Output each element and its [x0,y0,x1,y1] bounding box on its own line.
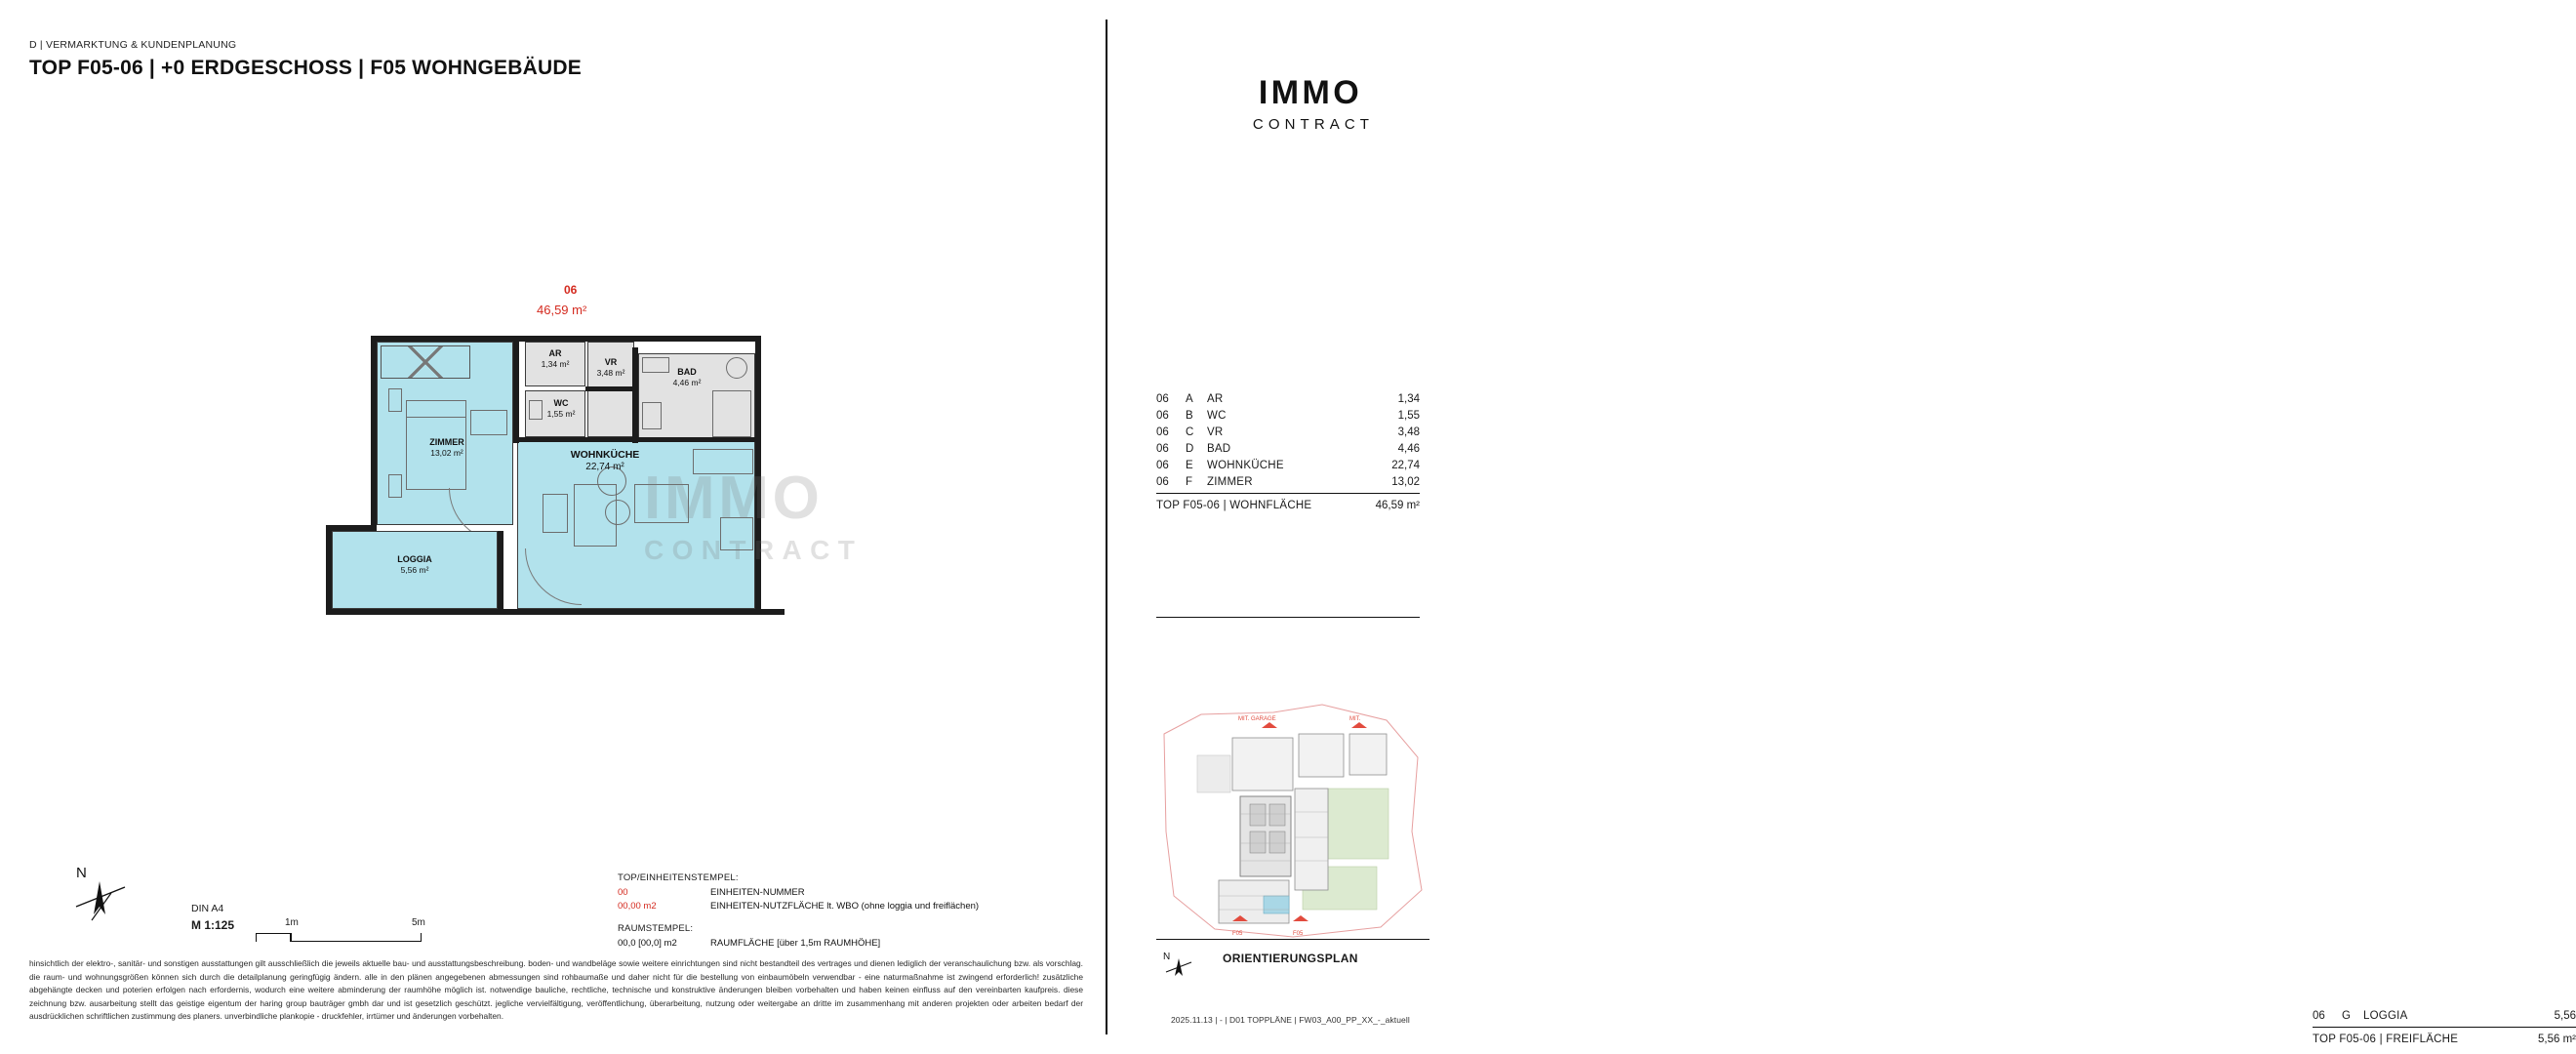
room-name-zimmer: ZIMMER [429,437,464,447]
row-letter: C [1186,426,1194,438]
unit-number: 06 [564,283,578,297]
row-value: 4,46 [1397,442,1420,455]
room-area-vr: 3,48 m² [596,368,625,379]
room-label-zimmer [408,437,486,459]
row-name: WOHNKÜCHE [1207,459,1284,471]
footer-code: 2025.11.13 | - | D01 TOPPLÄNE | FW03_A00_PP_XX_-_aktuell [1171,1015,1410,1025]
row-letter: E [1186,459,1193,471]
row-name: WC [1207,409,1227,422]
room-label-wohnkueche [550,449,660,474]
zimmer-table [470,410,507,435]
row-letter: A [1186,392,1193,405]
row-value: 3,48 [1397,426,1420,438]
row-name: VR [1207,426,1224,438]
svg-text:MIT.: MIT. [1349,716,1361,722]
total-label: TOP F05-06 | WOHNFLÄCHE [1156,500,1312,511]
disclaimer-text: hinsichtlich der elektro-, sanitär- und sonstigen ausstattungen gilt ausschließlich die jeweils aktuelle bau- und ausstattungsbeschreibung. boden- und wandbeläge sowie weitere einrichtungen sind nicht bestandteil des vertrages und dienen lediglich der veranschaulichung bzw. als vorschlag. die raum- und wohnungsgrößen können sich durch die detailplanung geringfügig ändern. alle in den plänen angegebenen abmessungen sind rohbaumaße und daher nicht für die bestellung von einbaumöbeln verwendbar - eine naturmaßnahme ist zwingend erforderlich! zusätzliche abgehängte decken und poterien erfolgen nach erfordernis, wodurch eine weitere abminderung der raumhöhe möglich ist. notwendige bauliche, rechtliche, technische und konstruktive änderungen bleiben vorbehalten und haben keinen einfluss auf den vereinbarten kaufpreis. diese zeichnung bzw. ausarbeitung stellt das geistige eigentum der haring group bauträger gmbh dar und ist gesetzlich geschützt. jegliche vervielfältigung, veröffentlichung, überarbeitung, nutzung oder weitergabe an dritte im zusammenhang mit anderen projekten oder arbeiten bedarf der ausdrücklichen schriftlichen zustimmung des planers. unverbindliche plankopie - druckfehler, irrtümer und änderungen vorbehalten. [29,958,1083,1022]
room-name-vr: VR [604,357,618,367]
legend-heading-top: TOP/EINHEITENSTEMPEL: [618,872,739,883]
total-value: 46,59 m² [1375,500,1420,511]
room-name-wc: WC [553,398,569,408]
svg-text:F05: F05 [1293,931,1304,937]
orientation-plan [1156,695,1429,944]
wall-internal-4 [517,437,757,442]
row-no: 06 [1156,409,1169,422]
legend-row [618,886,979,901]
room-label-loggia [373,554,457,576]
orientation-north-arrow [1161,949,1200,982]
free-table-total [2313,1027,2576,1045]
svg-text:MIT. GARAGE: MIT. GARAGE [1238,716,1276,722]
row-value: 1,55 [1397,409,1420,422]
room-label-vr [586,357,635,379]
row-no: 06 [1156,426,1169,438]
room-name-wohnkueche: WOHNKÜCHE [570,449,640,461]
room-name-ar: AR [548,348,562,358]
row-no: 06 [2313,1009,2325,1022]
bad-shower [712,390,751,437]
room-label-wc [537,398,585,420]
row-name: BAD [1207,442,1231,455]
watermark-line1: IMMO [644,465,824,532]
row-value: 5,56 [2554,1009,2576,1022]
scale-ratio: M 1:125 [191,918,235,932]
zimmer-hatch [381,345,470,379]
legend-value: EINHEITEN-NUTZFLÄCHE lt. WBO (ohne loggia und freiflächen) [710,901,980,912]
zimmer-furniture-1 [388,388,402,412]
room-name-bad: BAD [677,367,697,377]
page-title: TOP F05-06 | +0 ERDGESCHOSS | F05 WOHNGEBÄUDE [29,57,582,79]
svg-text:N: N [1163,952,1171,962]
legend [618,872,979,952]
table-row [2313,1007,2576,1024]
legend-key: 00 [618,886,628,898]
table-row [1156,440,1420,457]
unit-area: 46,59 m² [537,303,587,317]
header-eyebrow: D | VERMARKTUNG & KUNDENPLANUNG [29,39,237,51]
legend-value: RAUMFLÄCHE [über 1,5m RAUMHÖHE] [710,937,881,949]
row-letter: F [1186,475,1193,488]
table-row [1156,457,1420,473]
paper-size: DIN A4 [191,903,224,914]
wall-bottom [326,609,785,615]
row-value: 13,02 [1391,475,1420,488]
orientation-rule [1156,939,1429,940]
legend-row [618,900,979,914]
legend-value: EINHEITEN-NUMMER [710,886,805,898]
floor-plan [312,283,820,629]
room-label-bad [660,367,714,388]
zimmer-bed-pillow [406,400,466,418]
area-table-total [1156,493,1420,511]
bad-wc [642,402,662,429]
row-letter: D [1186,442,1194,455]
wk-furniture-1 [543,494,568,533]
legend-key: 00,00 m2 [618,901,657,912]
north-arrow [68,864,139,924]
scale-bar-graphic [252,933,457,942]
row-name: LOGGIA [2363,1009,2408,1022]
wk-kitchen-counter [634,484,689,523]
row-value: 22,74 [1391,459,1420,471]
brand-logo-main: IMMO [1258,74,1363,111]
wk-cabinet [693,449,753,474]
scale-bar [252,917,457,942]
row-no: 06 [1156,459,1169,471]
wall-internal-3 [632,347,638,443]
brand-logo [1213,76,1408,133]
table-row [1156,424,1420,440]
svg-text:F05: F05 [1232,931,1243,937]
table-row [1156,407,1420,424]
area-table [1156,390,1420,511]
room-area-wc: 1,55 m² [546,409,576,420]
row-name: AR [1207,392,1224,405]
legend-heading-bottom: RAUMSTEMPEL: [618,923,694,935]
watermark-line2: CONTRACT [644,535,864,565]
scale-tick-5m: 5m [412,917,425,928]
vertical-divider [1106,20,1107,1034]
row-no: 06 [1156,475,1169,488]
row-no: 06 [1156,442,1169,455]
table-row [1156,473,1420,490]
room-name-loggia: LOGGIA [397,554,432,564]
legend-row [618,937,979,952]
scale-tick-labels [252,917,457,931]
svg-text:N: N [76,865,87,881]
room-area-wohnkueche: 22,74 m² [585,462,624,473]
wk-round-table-2 [605,500,630,525]
wall-internal-5 [498,531,503,615]
total-value: 5,56 m² [2538,1034,2576,1045]
scale-block [191,903,234,932]
total-label: TOP F05-06 | FREIFLÄCHE [2313,1034,2459,1045]
orientation-caption: ORIENTIERUNGSPLAN [1223,952,1358,965]
row-no: 06 [1156,392,1169,405]
room-area-loggia: 5,56 m² [400,565,429,576]
brand-logo-sub: CONTRACT [1252,116,1375,133]
wall-internal-2 [585,386,638,391]
wall-internal-1 [513,342,519,443]
room-area-zimmer: 13,02 m² [430,448,463,459]
legend-key: 00,0 [00,0] m2 [618,937,677,949]
room-area-ar: 1,34 m² [541,359,570,370]
row-letter: G [2342,1009,2351,1022]
free-area-rule [1156,617,1420,618]
zimmer-furniture-2 [388,474,402,498]
row-value: 1,34 [1397,392,1420,405]
row-letter: B [1186,409,1193,422]
wall-right [755,336,761,615]
table-row [1156,390,1420,407]
orientation-plan-image [1156,695,1429,944]
room-area-bad: 4,46 m² [672,378,702,388]
row-name: ZIMMER [1207,475,1253,488]
orientation-svg [1156,695,1429,944]
scale-tick-1m: 1m [285,917,299,928]
wk-appliance [720,517,753,550]
room-label-ar [527,348,584,370]
bad-sink [726,357,747,379]
